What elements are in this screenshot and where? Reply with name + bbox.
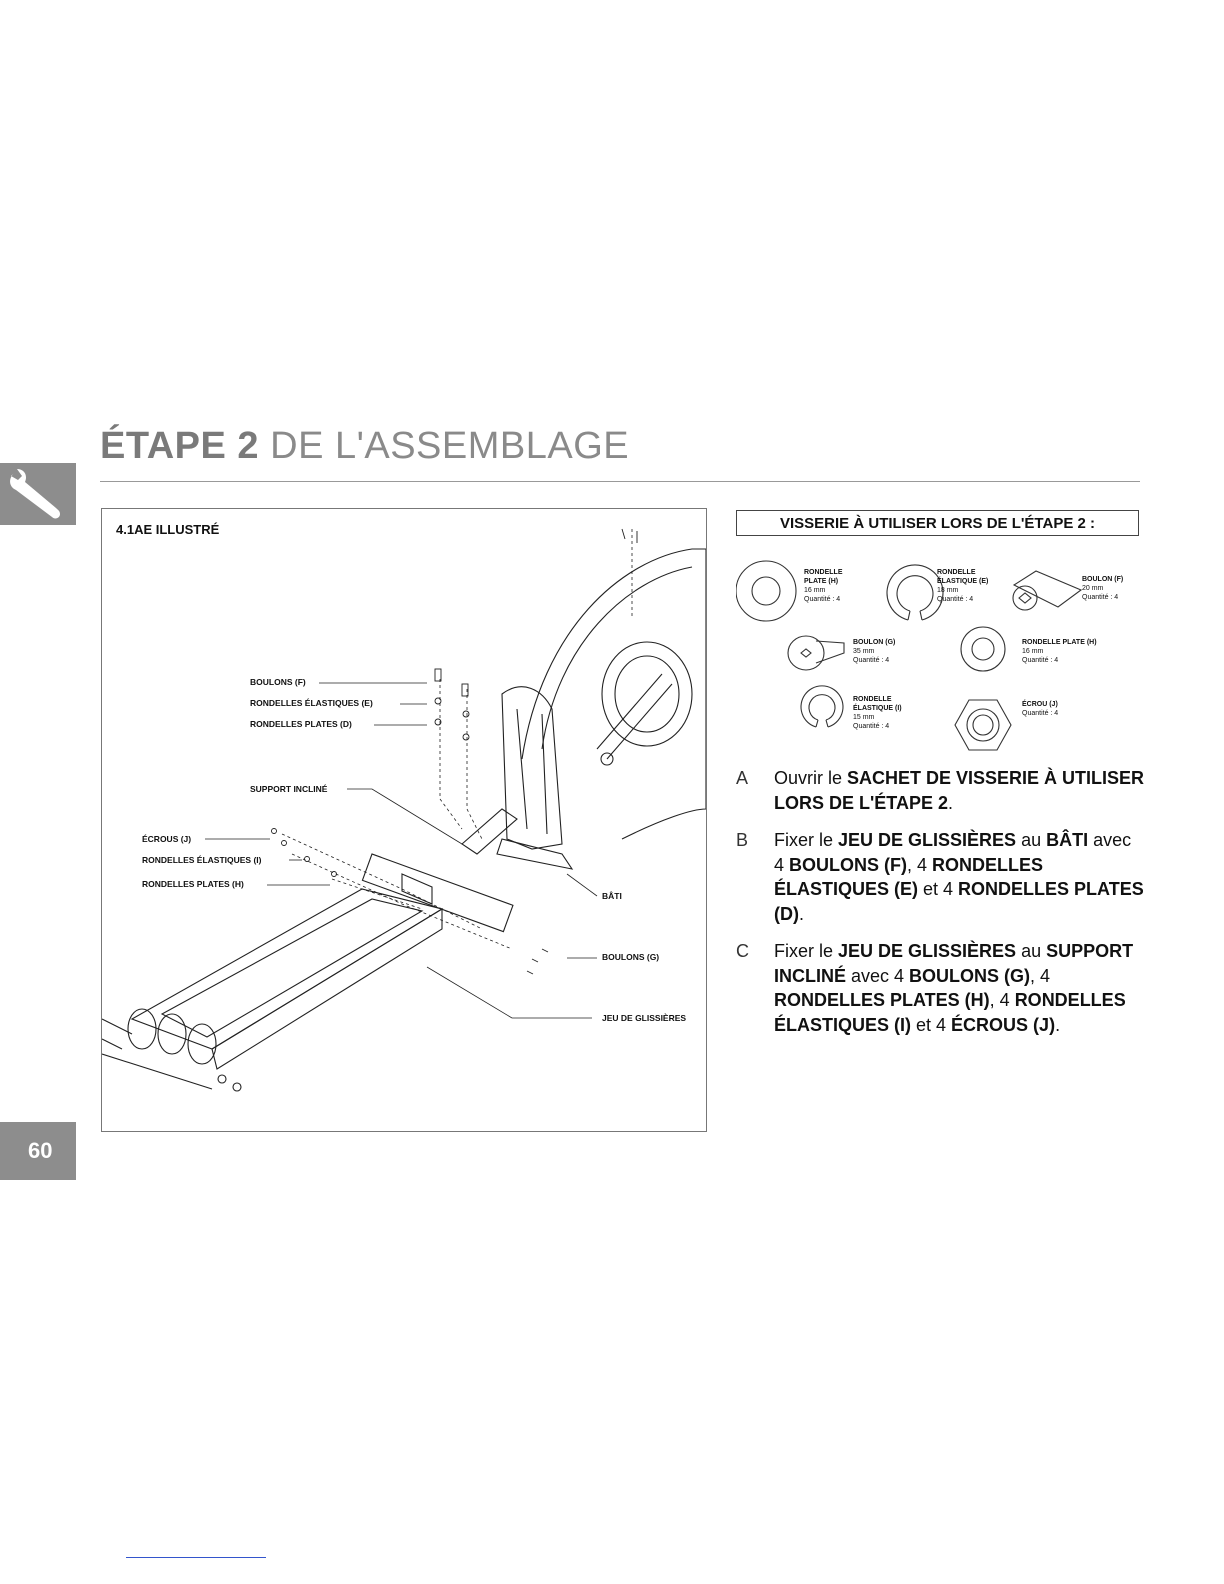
step-text: , 4	[989, 990, 1015, 1010]
step-bold: BÂTI	[1046, 830, 1089, 850]
page-title-bold: ÉTAPE 2	[100, 425, 260, 467]
step-text: Fixer le	[774, 941, 839, 961]
hardware-item	[1022, 638, 1097, 665]
callout-rondelles-elastiques-i: RONDELLES ÉLASTIQUES (I)	[142, 855, 262, 865]
step-bold: RONDELLES PLATES (D)	[774, 879, 1144, 924]
step-bold: ÉCROUS (J)	[951, 1014, 1056, 1035]
hardware-name: BOULON (G)	[853, 639, 896, 646]
flat-washer-icon-2	[961, 627, 1005, 671]
hardware-qty: Quantité : 4	[1022, 657, 1059, 664]
step-bold: RONDELLES ÉLASTIQUES (I)	[774, 990, 1126, 1035]
hardware-size: 15 mm	[853, 714, 875, 721]
hardware-qty: Quantité : 4	[937, 596, 974, 603]
hardware-size: 35 mm	[853, 648, 875, 655]
hardware-item	[1022, 700, 1058, 718]
step-text: Fixer le	[774, 830, 839, 850]
callout-boulons-f: BOULONS (F)	[250, 677, 306, 687]
step-letter: B	[736, 830, 749, 850]
step-text: avec 4	[846, 965, 910, 986]
callout-rondelles-plates-h: RONDELLES PLATES (H)	[142, 879, 244, 889]
hardware-name: ÉLASTIQUE (E)	[937, 578, 989, 585]
step-text: , 4	[1030, 965, 1051, 986]
page-number: 60	[0, 1122, 76, 1180]
hardware-name: PLATE (H)	[804, 578, 839, 585]
step-bold: BOULONS (G)	[909, 965, 1031, 986]
step-text: avec 4	[774, 830, 1132, 875]
hardware-qty: Quantité : 4	[1082, 594, 1119, 601]
hardware-name: RONDELLE	[937, 569, 976, 576]
hardware-name: RONDELLE	[853, 696, 892, 703]
instruction-steps	[736, 766, 1146, 1050]
hardware-size: 18 mm	[937, 587, 959, 594]
hardware-item	[853, 695, 902, 731]
assembly-figure	[101, 508, 707, 1132]
hardware-qty: Quantité : 4	[804, 596, 841, 603]
figure-title: 4.1AE ILLUSTRÉ	[116, 522, 220, 537]
hardware-name: ÉLASTIQUE (I)	[853, 705, 902, 712]
step-text: , 4	[907, 854, 933, 875]
hardware-name: RONDELLE PLATE (H)	[1022, 639, 1097, 646]
hardware-name: RONDELLE	[804, 569, 843, 576]
step-bold: JEU DE GLISSIÈRES	[838, 830, 1017, 850]
assembly-illustration	[102, 509, 706, 1131]
hardware-heading: VISSERIE À UTILISER LORS DE L'ÉTAPE 2 :	[736, 510, 1139, 536]
callout-bati: BÂTI	[602, 891, 622, 901]
step-text: .	[1055, 1014, 1061, 1035]
callout-rondelles-elastiques-e: RONDELLES ÉLASTIQUES (E)	[250, 698, 373, 708]
hardware-item	[937, 568, 988, 604]
step-bold: SUPPORT INCLINÉ	[774, 941, 1134, 986]
callout-support-incline: SUPPORT INCLINÉ	[250, 784, 328, 794]
hex-bolt-icon	[1013, 571, 1081, 610]
callout-ecrous-j: ÉCROUS (J)	[142, 834, 192, 844]
hardware-qty: Quantité : 4	[853, 723, 890, 730]
step-a	[736, 766, 1146, 815]
flat-washer-icon	[736, 561, 796, 621]
step-letter: A	[736, 768, 749, 788]
bottom-link-line	[126, 1557, 266, 1558]
wrench-icon	[0, 463, 76, 525]
step-bold: JEU DE GLISSIÈRES	[838, 941, 1017, 961]
hardware-size: 20 mm	[1082, 585, 1104, 592]
step-text: Ouvrir le	[774, 768, 848, 788]
step-text: .	[947, 792, 953, 813]
hardware-size: 16 mm	[1022, 648, 1044, 655]
step-text: et 4	[918, 879, 959, 899]
hardware-name: BOULON (F)	[1082, 576, 1124, 583]
step-text: au	[1016, 941, 1047, 961]
step-text: au	[1016, 830, 1047, 850]
step-bold: RONDELLES PLATES (H)	[774, 990, 990, 1010]
hardware-size: 16 mm	[804, 587, 826, 594]
step-c	[736, 939, 1146, 1037]
hardware-qty: Quantité : 4	[1022, 710, 1059, 717]
hardware-qty: Quantité : 4	[853, 657, 890, 664]
step-b	[736, 828, 1146, 926]
callout-boulons-g: BOULONS (G)	[602, 952, 660, 962]
step-letter: C	[736, 941, 749, 961]
page-title	[100, 425, 629, 468]
hardware-item	[1082, 575, 1123, 602]
callout-jeu-de-glissieres: JEU DE GLISSIÈRES	[602, 1013, 687, 1023]
split-washer-icon-2	[801, 686, 843, 727]
split-washer-icon	[887, 565, 943, 620]
step-bold: BOULONS (F)	[789, 854, 907, 875]
step-bold: RONDELLES ÉLASTIQUES (E)	[774, 854, 1044, 899]
side-tab	[0, 463, 76, 525]
step-text: .	[799, 903, 805, 924]
hardware-item	[804, 568, 843, 604]
hardware-item	[853, 638, 895, 665]
title-rule	[100, 481, 1140, 482]
button-bolt-icon	[788, 636, 844, 670]
step-bold: SACHET DE VISSERIE À UTILISER LORS DE L'ÉTAPE 2	[774, 768, 1145, 813]
step-text: et 4	[911, 1014, 952, 1035]
hardware-name: ÉCROU (J)	[1022, 701, 1058, 708]
page-title-rest: DE L'ASSEMBLAGE	[259, 425, 630, 467]
callout-rondelles-plates-d: RONDELLES PLATES (D)	[250, 719, 352, 729]
hex-nut-icon	[955, 700, 1011, 750]
